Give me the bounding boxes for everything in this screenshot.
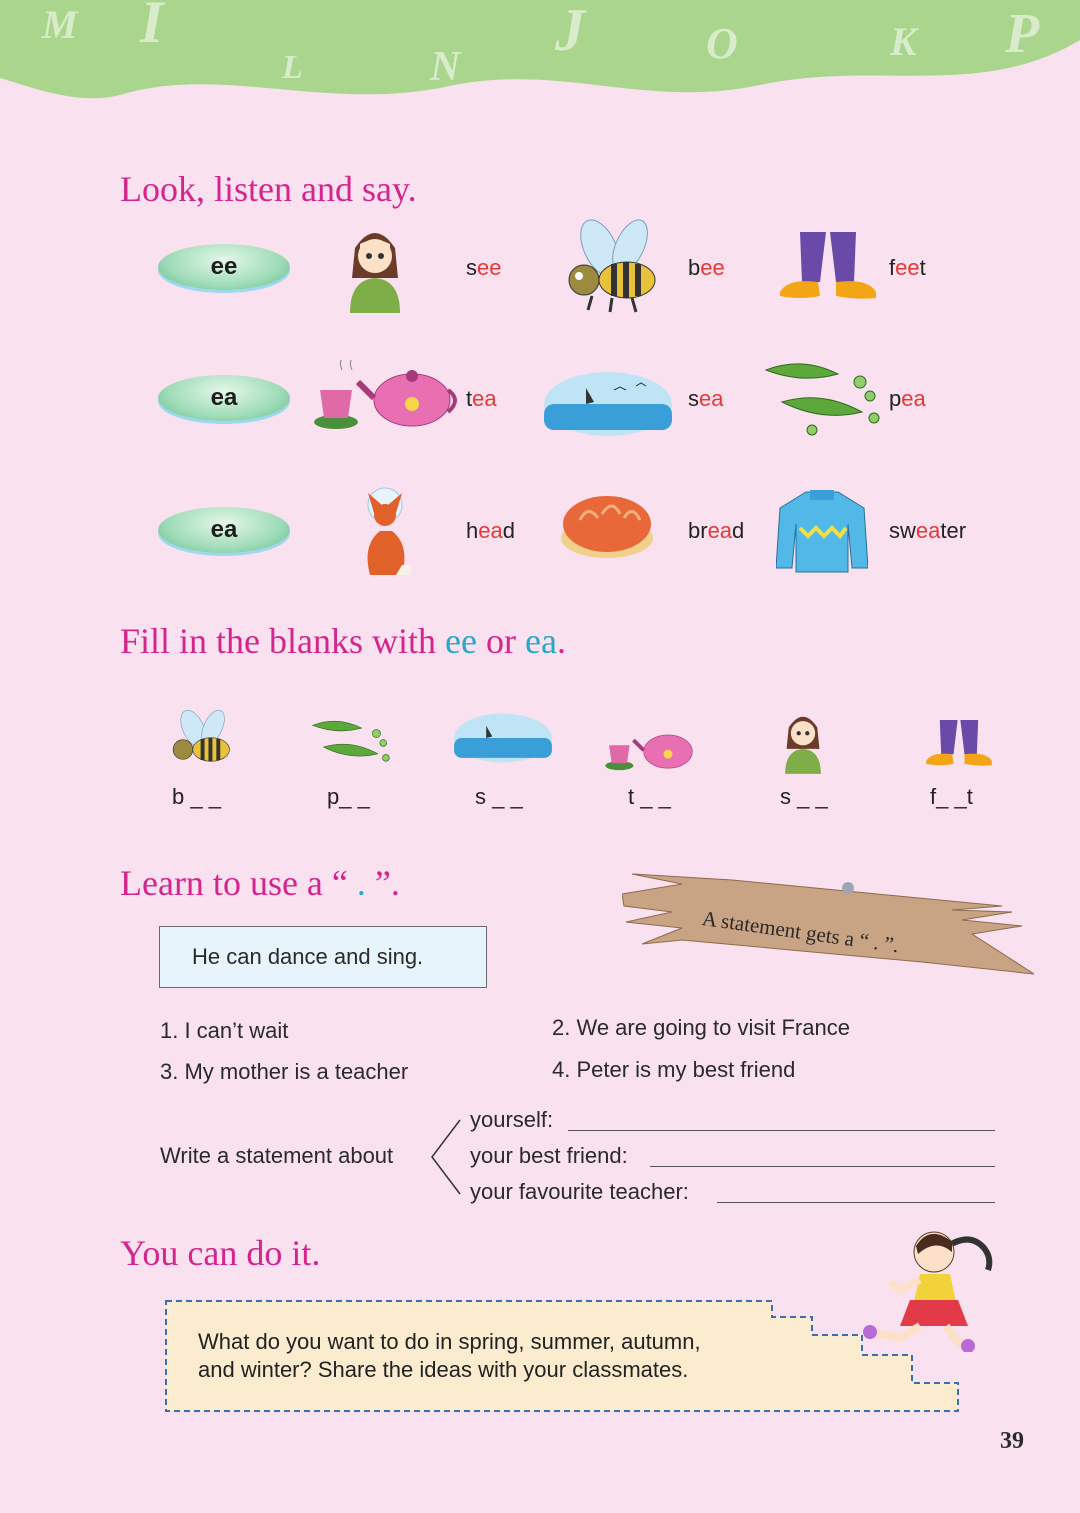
write-item-label: yourself:	[470, 1107, 554, 1132]
banner-letter: L	[282, 49, 303, 86]
teapot-icon	[604, 726, 700, 774]
bread-icon	[558, 490, 656, 562]
blank-item: p_ _	[327, 784, 370, 809]
banner-letter: N	[430, 44, 461, 90]
bee-icon	[162, 705, 234, 775]
word-pea: pea	[889, 386, 926, 411]
feet-icon	[926, 720, 992, 768]
task-text-line: What do you want to do in spring, summer, autumn,	[198, 1329, 701, 1354]
pattern-pill: ea	[158, 507, 290, 553]
pattern-pill: ea	[158, 375, 290, 421]
top-banner	[0, 0, 1080, 110]
answer-line[interactable]	[568, 1130, 995, 1131]
sea-icon	[544, 370, 672, 438]
write-item-label: your best friend:	[470, 1143, 628, 1168]
word-tea: tea	[466, 386, 497, 411]
task-text	[198, 1328, 701, 1384]
bracket-icon	[428, 1118, 464, 1196]
section-title-look-listen: Look, listen and say.	[120, 169, 417, 209]
blank-item: s _ _	[780, 784, 828, 809]
pea-pod-icon	[310, 718, 390, 772]
task-text-line: and winter? Share the ideas with your classmates.	[198, 1357, 689, 1382]
section-title-learn-use: Learn to use a “ . ”.	[120, 863, 400, 903]
feet-icon	[780, 232, 876, 302]
word-bee: bee	[688, 255, 725, 280]
exercise-item: 1. I can’t wait	[160, 1018, 289, 1043]
running-girl-icon	[860, 1228, 1000, 1352]
blank-item: s _ _	[475, 784, 523, 809]
word-see: see	[466, 255, 502, 280]
write-statement-label: Write a statement about	[160, 1143, 394, 1168]
banner-letter: K	[890, 19, 917, 64]
banner-letter: J	[555, 0, 585, 63]
section-title-fill-blanks: Fill in the blanks with ee or ea.	[120, 621, 566, 661]
write-item-label: your favourite teacher:	[470, 1179, 689, 1204]
sea-icon	[454, 712, 552, 764]
banner-letter: M	[42, 2, 78, 47]
word-bread: bread	[688, 518, 745, 543]
word-sweater: sweater	[889, 518, 967, 543]
word-feet: feet	[889, 255, 926, 280]
answer-line[interactable]	[717, 1202, 995, 1203]
banner-letter: P	[1005, 3, 1040, 65]
word-head: head	[466, 518, 515, 543]
exercise-item: 3. My mother is a teacher	[160, 1059, 409, 1084]
banner-letter: I	[140, 0, 164, 55]
page-number: 39	[1000, 1428, 1024, 1454]
bee-icon	[552, 218, 662, 313]
exercise-item: 4. Peter is my best friend	[552, 1057, 796, 1082]
banner-letter: O	[706, 19, 738, 68]
wood-sign-graphic	[622, 866, 1034, 978]
blank-item: f_ _t	[930, 784, 973, 809]
blank-item: t _ _	[628, 784, 671, 809]
girl-looking-icon	[778, 706, 828, 774]
fox-head-icon	[356, 485, 414, 577]
teapot-icon	[312, 360, 462, 435]
answer-line[interactable]	[650, 1166, 995, 1167]
blank-item: b _ _	[172, 784, 221, 809]
word-sea: sea	[688, 386, 724, 411]
sweater-icon	[776, 488, 868, 574]
pattern-pill: ee	[158, 244, 290, 290]
sign-text: A statement gets a “ . ”.	[700, 906, 901, 958]
section-title-you-can: You can do it.	[120, 1233, 321, 1273]
tip-sign	[622, 866, 1034, 978]
girl-looking-icon	[340, 218, 410, 313]
exercise-item: 2. We are going to visit France	[552, 1015, 850, 1040]
example-box: He can dance and sing.	[159, 926, 487, 988]
pea-pod-icon	[762, 360, 880, 438]
